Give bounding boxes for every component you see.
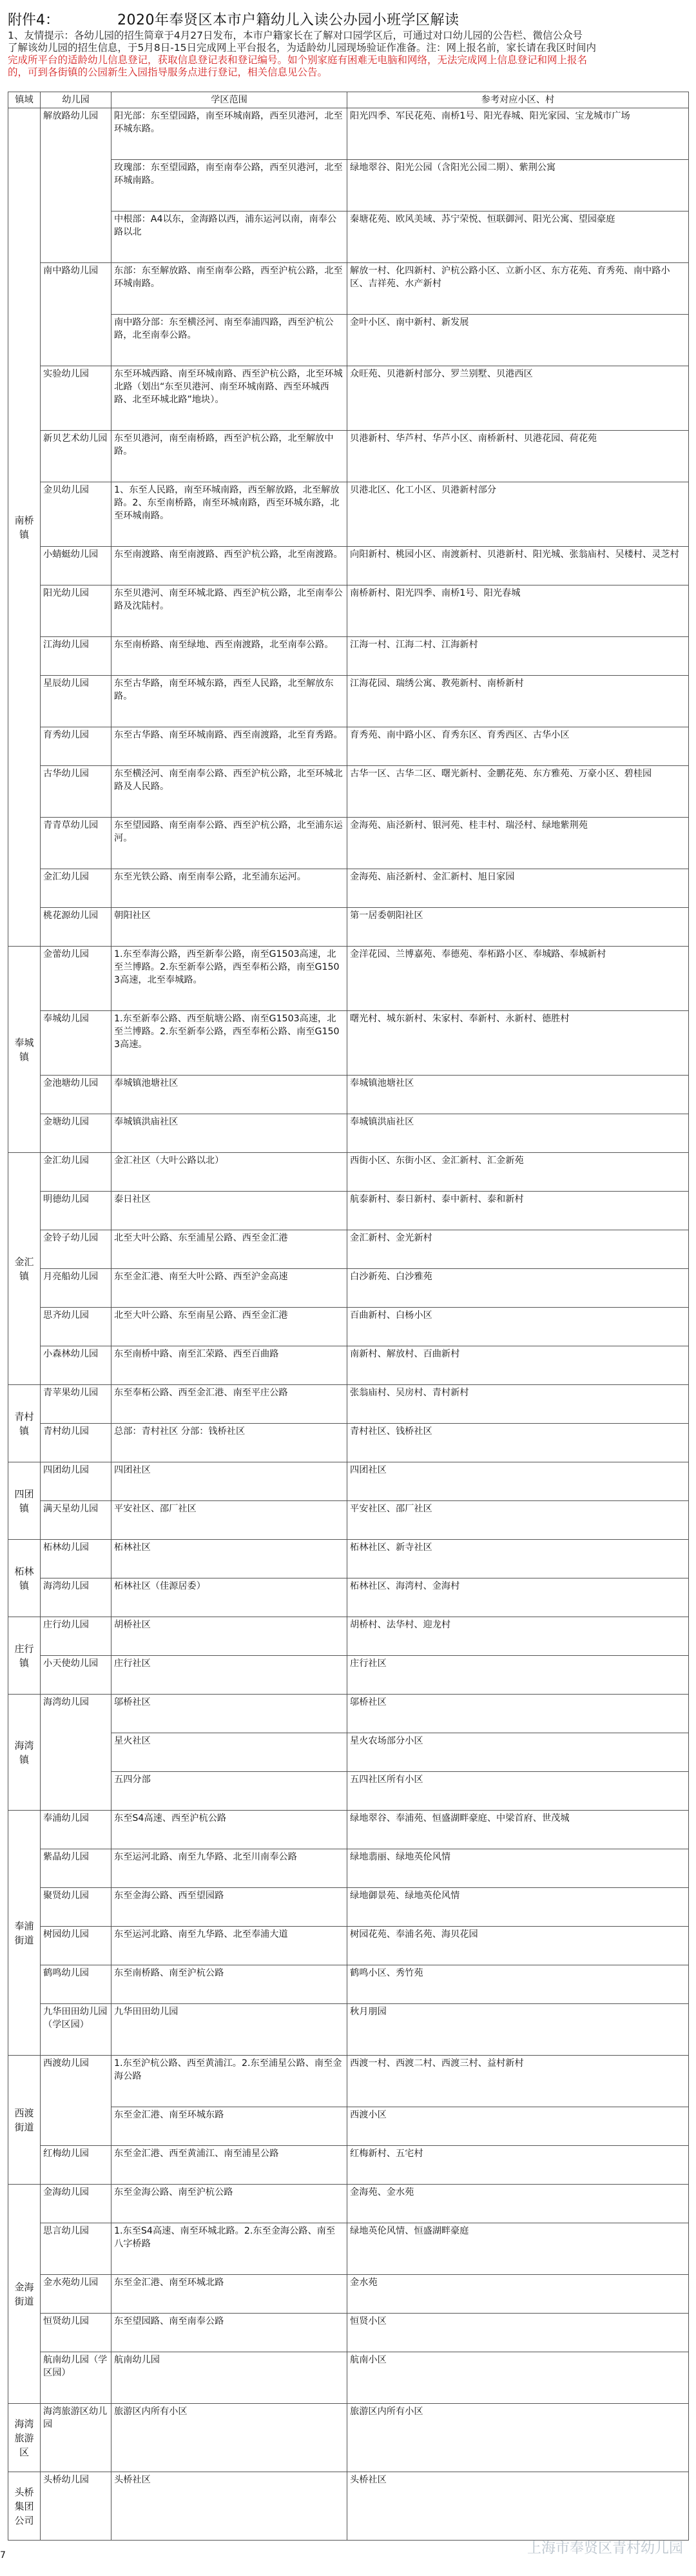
district-cell: 朝阳社区 <box>111 908 347 947</box>
town-cell: 金海街道 <box>8 2185 41 2404</box>
table-header-row <box>8 92 689 108</box>
notice-line: 的，可到各街镇的公园新生入园指导服务点进行登记，相关信息见公告。 <box>8 66 328 78</box>
table-row <box>8 727 689 766</box>
header <box>8 6 688 28</box>
table-row <box>8 1192 689 1230</box>
district-cell: 东至金海公路、南至沪杭公路 <box>111 2185 347 2223</box>
document-page <box>8 6 688 2541</box>
district-cell: 1.东至新奉公路、西至航塘公路、南至G1503高速，北至兰博路。2.东至新奉公路，西至奉柘公路、南至G1503高速。 <box>111 1011 347 1076</box>
district-cell: 庄行社区 <box>111 1656 347 1695</box>
reference-cell: 航南小区 <box>347 2352 689 2404</box>
school-district-table <box>8 92 689 2541</box>
kindergarten-cell: 奉浦幼儿园 <box>41 1811 111 1849</box>
reference-cell: 鹤鸣小区、秀竹苑 <box>347 1965 689 2004</box>
district-cell: 东至金汇港、南至环城北路 <box>111 2275 347 2314</box>
table-row <box>8 1811 689 1849</box>
district-cell: 东至南桥路、南至沪杭公路 <box>111 1965 347 2004</box>
reference-cell: 绿地英伦风情、恒盛湖畔豪庭 <box>347 2223 689 2275</box>
kindergarten-cell: 青青草幼儿园 <box>41 818 111 869</box>
town-cell: 金汇镇 <box>8 1153 41 1385</box>
reference-cell: 江海一村、江海二村、江海新村 <box>347 637 689 676</box>
kindergarten-cell: 金池塘幼儿园 <box>41 1076 111 1114</box>
table-row <box>8 1578 689 1617</box>
reference-cell: 四团社区 <box>347 1462 689 1501</box>
reference-cell: 向阳新村、桃园小区、南渡新村、贝港新村、阳光城、张翁庙村、吴楼村、灵芝村 <box>347 547 689 585</box>
district-cell: 胡桥社区 <box>111 1617 347 1656</box>
district-cell: 1.东至奉海公路，西至新奉公路，南至G1503高速，北至兰博路。2.东至新奉公路，西至奉柘公路，南至G1503高速，北至奉城路。 <box>111 947 347 1011</box>
kindergarten-cell: 金贝幼儿园 <box>41 482 111 547</box>
district-cell: 东至古华路、南至环城南路、西至南渡路，北至育秀路。 <box>111 727 347 766</box>
reference-cell: 旅游区内所有小区 <box>347 2404 689 2472</box>
table-row <box>8 2146 689 2185</box>
district-cell: 东至贝港河，南至南桥路，西至沪杭公路，北至解放中路。 <box>111 431 347 482</box>
kindergarten-cell: 庄行幼儿园 <box>41 1617 111 1656</box>
kindergarten-cell: 明德幼儿园 <box>41 1192 111 1230</box>
table-row <box>8 908 689 947</box>
reference-cell: 金海苑、庙泾新村、银河苑、桂丰村、瑞泾村、绿地紫荆苑 <box>347 818 689 869</box>
district-cell: 五四分部 <box>111 1772 347 1811</box>
kindergarten-cell: 头桥幼儿园 <box>41 2472 111 2541</box>
kindergarten-cell: 紫晶幼儿园 <box>41 1849 111 1888</box>
reference-cell: 张翁庙村、吴房村、青村新村 <box>347 1385 689 1424</box>
district-cell: 奉城镇洪庙社区 <box>111 1114 347 1153</box>
district-cell: 东至运河北路、南至九华路、北至奉浦大道 <box>111 1927 347 1965</box>
table-row <box>8 947 689 1011</box>
reference-cell: 庄行社区 <box>347 1656 689 1695</box>
kindergarten-cell: 金塘幼儿园 <box>41 1114 111 1153</box>
kindergarten-cell: 古华幼儿园 <box>41 766 111 818</box>
reference-cell: 绿地御景苑、绿地英伦风情 <box>347 1888 689 1927</box>
kindergarten-cell: 金汇幼儿园 <box>41 1153 111 1192</box>
reference-cell: 绿地翠谷、阳光公园（含阳光公园二期）、紫荆公寓 <box>347 160 689 211</box>
reference-cell: 奉城镇池塘社区 <box>347 1076 689 1114</box>
district-cell: 东至南渡路、南至南渡路、西至沪杭公路，北至南渡路。 <box>111 547 347 585</box>
notice-line: 1、友情提示：各幼儿园的招生简章于4月27日发布，本市户籍家长在了解对口园学区后，可通过对口幼儿园的公告栏、微信公众号 <box>8 30 583 41</box>
kindergarten-cell: 育秀幼儿园 <box>41 727 111 766</box>
table-row <box>8 1153 689 1192</box>
notice-paragraph <box>8 30 688 92</box>
district-cell: 东至望园路、南至南奉公路、西至沪杭公路，北至浦东运河。 <box>111 818 347 869</box>
kindergarten-cell: 恒贤幼儿园 <box>41 2314 111 2352</box>
table-row <box>8 431 689 482</box>
reference-cell: 柘林社区、新寺社区 <box>347 1540 689 1578</box>
district-cell: 旅游区内所有小区 <box>111 2404 347 2472</box>
town-cell: 四团镇 <box>8 1462 41 1540</box>
notice-line: 了解该幼儿园的招生信息，于5月8日-15日完成网上平台报名，为适龄幼儿园现场验证作准备。注：网上报名前，家长请在我区时间内 <box>8 42 597 54</box>
kindergarten-cell: 九华田田幼儿园（学区园） <box>41 2004 111 2056</box>
table-row <box>8 637 689 676</box>
reference-cell: 西渡一村、西渡二村、西渡三村、益村新村 <box>347 2056 689 2107</box>
town-cell: 柘林镇 <box>8 1540 41 1617</box>
district-cell: 航南幼儿园 <box>111 2352 347 2404</box>
kindergarten-cell: 思言幼儿园 <box>41 2223 111 2275</box>
table-row <box>8 1114 689 1153</box>
reference-cell: 柘林社区、海湾村、金海村 <box>347 1578 689 1617</box>
kindergarten-cell: 航南幼儿园（学区园） <box>41 2352 111 2404</box>
table-row <box>8 2185 689 2223</box>
kindergarten-cell: 星辰幼儿园 <box>41 676 111 727</box>
table-row <box>8 1269 689 1308</box>
kindergarten-cell: 四团幼儿园 <box>41 1462 111 1501</box>
district-cell: 平安社区、邵厂社区 <box>111 1501 347 1540</box>
kindergarten-cell: 南中路幼儿园 <box>41 263 111 366</box>
table-row <box>8 2275 689 2314</box>
kindergarten-cell: 桃花源幼儿园 <box>41 908 111 947</box>
table-row <box>8 2056 689 2107</box>
table-row <box>8 1308 689 1346</box>
district-cell: 东至运河北路、南至九华路、北至川南奉公路 <box>111 1849 347 1888</box>
table-row <box>8 2472 689 2541</box>
district-cell: 中根部：A4以东，金海路以西，浦东运河以南，南奉公路以北 <box>111 211 347 263</box>
reference-cell: 南桥新村、阳光四季、南桥1号、阳光春城 <box>347 585 689 637</box>
table-row <box>8 1346 689 1385</box>
table-row <box>8 2004 689 2056</box>
district-cell: 东至金海公路、西至望园路 <box>111 1888 347 1927</box>
district-cell: 九华田田幼儿园 <box>111 2004 347 2056</box>
page-number: 7 <box>0 2550 6 2561</box>
document-title: 2020年奉贤区本市户籍幼儿入读公办园小班学区解读 <box>117 12 459 28</box>
kindergarten-cell: 金水苑幼儿园 <box>41 2275 111 2314</box>
district-cell: 东至横泾河、南至南奉公路、西至沪杭公路，北至环城北路及人民路。 <box>111 766 347 818</box>
reference-cell: 南新村、解放村、百曲新村 <box>347 1346 689 1385</box>
kindergarten-cell: 月亮船幼儿园 <box>41 1269 111 1308</box>
table-row <box>8 1540 689 1578</box>
town-cell: 奉城镇 <box>8 947 41 1153</box>
reference-cell: 奉城镇洪庙社区 <box>347 1114 689 1153</box>
kindergarten-cell: 江海幼儿园 <box>41 637 111 676</box>
table-row <box>8 482 689 547</box>
reference-cell: 恒贤小区 <box>347 2314 689 2352</box>
table-row <box>8 676 689 727</box>
district-cell: 北至大叶公路、东至南星公路、西至金汇港 <box>111 1308 347 1346</box>
district-cell: 东至光铁公路、南至南奉公路，北至浦东运河。 <box>111 869 347 908</box>
table-row <box>8 108 689 160</box>
district-cell: 奉城镇池塘社区 <box>111 1076 347 1114</box>
reference-cell: 航泰新村、泰日新村、泰中新村、泰和新村 <box>347 1192 689 1230</box>
kindergarten-cell: 实验幼儿园 <box>41 366 111 431</box>
reference-cell: 贝港新村、华芦村、华芦小区、南桥新村、贝港花园、荷花苑 <box>347 431 689 482</box>
table-row <box>8 1076 689 1114</box>
town-cell: 青村镇 <box>8 1385 41 1462</box>
reference-cell: 阳光四季、军民花苑、南桥1号、阳光春城、阳光家园、宝龙城市广场 <box>347 108 689 160</box>
table-row <box>8 1965 689 2004</box>
district-cell: 总部：青村社区 分部：钱桥社区 <box>111 1424 347 1462</box>
kindergarten-cell: 小天使幼儿园 <box>41 1656 111 1695</box>
reference-cell: 第一居委朝阳社区 <box>347 908 689 947</box>
reference-cell: 西街小区、东街小区、金汇新村、汇金新苑 <box>347 1153 689 1192</box>
reference-cell: 金海苑、金水苑 <box>347 2185 689 2223</box>
district-cell: 东部：东至解放路、南至南奉公路，西至沪杭公路，北至环城南路。 <box>111 263 347 315</box>
district-cell: 星火社区 <box>111 1733 347 1772</box>
reference-cell: 平安社区、邵厂社区 <box>347 1501 689 1540</box>
kindergarten-cell: 金铃子幼儿园 <box>41 1230 111 1269</box>
header-kindergarten: 幼儿园 <box>41 92 111 108</box>
district-cell: 东至南桥路、南至绿地、西至南渡路，北至南奉公路。 <box>111 637 347 676</box>
table-row <box>8 1501 689 1540</box>
district-cell: 头桥社区 <box>111 2472 347 2541</box>
attachment-label: 附件4： <box>8 12 59 28</box>
kindergarten-cell: 海湾幼儿园 <box>41 1695 111 1811</box>
table-row <box>8 2223 689 2275</box>
kindergarten-cell: 阳光幼儿园 <box>41 585 111 637</box>
kindergarten-cell: 金海幼儿园 <box>41 2185 111 2223</box>
district-cell: 东至贝港河、南至环城北路、西至沪杭公路，北至南奉公路及沈陆村。 <box>111 585 347 637</box>
district-cell: 北至大叶公路、东至浦星公路、西至金汇港 <box>111 1230 347 1269</box>
district-cell: 东至奉柘公路、西至金汇港、南至平庄公路 <box>111 1385 347 1424</box>
district-cell: 东至金汇港、南至大叶公路、西至沪金高速 <box>111 1269 347 1308</box>
kindergarten-cell: 奉城幼儿园 <box>41 1011 111 1076</box>
district-cell: 南中路分部：东至横泾河、南至奉浦四路，西至沪杭公路，北至南奉公路。 <box>111 315 347 366</box>
reference-cell: 曙光村、城东新村、朱家村、奉新村、永新村、德胜村 <box>347 1011 689 1076</box>
district-cell: 柘林社区（佳源居委） <box>111 1578 347 1617</box>
kindergarten-cell: 柘林幼儿园 <box>41 1540 111 1578</box>
kindergarten-cell: 金汇幼儿园 <box>41 869 111 908</box>
kindergarten-cell: 青村幼儿园 <box>41 1424 111 1462</box>
reference-cell: 金叶小区、南中新村、新发展 <box>347 315 689 366</box>
reference-cell: 秦塘花苑、欧风美域、苏宁荣悦、恒联御河、阳光公寓、望园豪庭 <box>347 211 689 263</box>
district-cell: 东至古华路，南至环城东路，西至人民路，北至解放东路。 <box>111 676 347 727</box>
kindergarten-cell: 海湾旅游区幼儿园 <box>41 2404 111 2472</box>
reference-cell: 白沙新苑、白沙雅苑 <box>347 1269 689 1308</box>
header-reference: 参考对应小区、村 <box>347 92 689 108</box>
table-row <box>8 1656 689 1695</box>
district-cell: 金汇社区（大叶公路以北） <box>111 1153 347 1192</box>
table-row <box>8 1695 689 1733</box>
header-district: 学区范围 <box>111 92 347 108</box>
table-row <box>8 1230 689 1269</box>
header-town: 镇域 <box>8 92 41 108</box>
reference-cell: 西渡小区 <box>347 2107 689 2146</box>
district-cell: 四团社区 <box>111 1462 347 1501</box>
reference-cell: 百曲新村、白杨小区 <box>347 1308 689 1346</box>
table-row <box>8 1385 689 1424</box>
table-row <box>8 585 689 637</box>
table-row <box>8 766 689 818</box>
kindergarten-cell: 小蜻蜓幼儿园 <box>41 547 111 585</box>
reference-cell: 金海苑、庙泾新村、金汇新村、旭日家园 <box>347 869 689 908</box>
reference-cell: 五四社区所有小区 <box>347 1772 689 1811</box>
reference-cell: 绿地翡丽、绿地英伦风情 <box>347 1849 689 1888</box>
district-cell: 东至金汇港、西至黄浦江、南至浦星公路 <box>111 2146 347 2185</box>
town-cell: 庄行镇 <box>8 1617 41 1695</box>
kindergarten-cell: 海湾幼儿园 <box>41 1578 111 1617</box>
reference-cell: 绿地翠谷、奉浦苑、恒盛湖畔豪庭、中梁首府、世茂城 <box>347 1811 689 1849</box>
reference-cell: 金水苑 <box>347 2275 689 2314</box>
district-cell: 1.东至S4高速、南至环城北路。2.东至金海公路、南至八字桥路 <box>111 2223 347 2275</box>
district-cell: 1.东至沪杭公路、西至黄浦江。2.东至浦星公路、南至金海公路 <box>111 2056 347 2107</box>
table-row <box>8 2404 689 2472</box>
town-cell: 西渡街道 <box>8 2056 41 2185</box>
table-row <box>8 1927 689 1965</box>
reference-cell: 育秀苑、南中路小区、育秀东区、育秀西区、古华小区 <box>347 727 689 766</box>
district-cell: 邬桥社区 <box>111 1695 347 1733</box>
town-cell: 海湾镇 <box>8 1695 41 1811</box>
kindergarten-cell: 金蕾幼儿园 <box>41 947 111 1011</box>
watermark: 上海市奉贤区青村幼儿园 <box>527 2541 683 2557</box>
kindergarten-cell: 青苹果幼儿园 <box>41 1385 111 1424</box>
district-cell: 泰日社区 <box>111 1192 347 1230</box>
table-row <box>8 818 689 869</box>
district-cell: 东至环城西路、南至环城南路、西至沪杭公路，北至环城北路（划出“东至贝港河、南至环城南路、西至环城西路、北至环城北路”地块）。 <box>111 366 347 431</box>
kindergarten-cell: 红梅幼儿园 <box>41 2146 111 2185</box>
district-cell: 东至金汇港、南至环城东路 <box>111 2107 347 2146</box>
kindergarten-cell: 新贝艺术幼儿园 <box>41 431 111 482</box>
town-cell: 头桥集团公司 <box>8 2472 41 2541</box>
reference-cell: 解放一村、化四新村、沪杭公路小区、立新小区、东方花苑、育秀苑、南中路小区、吉祥苑、水产新村 <box>347 263 689 315</box>
kindergarten-cell: 树园幼儿园 <box>41 1927 111 1965</box>
district-cell: 1、东至人民路，南至环城南路，西至解放路，北至解放路。2、东至南桥路，南至环城南路，西至环城东路，北至环城南路。 <box>111 482 347 547</box>
table-row <box>8 1011 689 1076</box>
reference-cell: 金洋花园、兰博嘉苑、奉德苑、奉柘路小区、奉城路、奉城新村 <box>347 947 689 1011</box>
district-cell: 东至望园路、南至南奉公路 <box>111 2314 347 2352</box>
table-row <box>8 366 689 431</box>
district-cell: 柘林社区 <box>111 1540 347 1578</box>
district-cell: 东至S4高速、西至沪杭公路 <box>111 1811 347 1849</box>
kindergarten-cell: 小森林幼儿园 <box>41 1346 111 1385</box>
reference-cell: 树园花苑、奉浦名苑、海贝花园 <box>347 1927 689 1965</box>
kindergarten-cell: 聚贤幼儿园 <box>41 1888 111 1927</box>
table-row <box>8 869 689 908</box>
reference-cell: 星火农场部分小区 <box>347 1733 689 1772</box>
district-cell: 阳光部：东至望园路，南至环城南路，西至贝港河，北至环城东路。 <box>111 108 347 160</box>
kindergarten-cell: 解放路幼儿园 <box>41 108 111 263</box>
notice-line: 完成所平台的适龄幼儿信息登记，获取信息登记表和登记编号。如个别家庭有困难无电脑和网络，无法完成网上信息登记和网上报名 <box>8 54 588 66</box>
reference-cell: 金汇新村、金光新村 <box>347 1230 689 1269</box>
reference-cell: 头桥社区 <box>347 2472 689 2541</box>
table-row <box>8 1849 689 1888</box>
table-row <box>8 547 689 585</box>
kindergarten-cell: 西渡幼儿园 <box>41 2056 111 2146</box>
district-cell: 玫瑰部：东至望园路，南至南奉公路，西至贝港河，北至环城南路。 <box>111 160 347 211</box>
reference-cell: 江海花园、瑞绣公寓、教苑新村、南桥新村 <box>347 676 689 727</box>
reference-cell: 古华一区、古华二区、曙光新村、金鹏花苑、东方雅苑、万豪小区、碧桂园 <box>347 766 689 818</box>
table-row <box>8 1617 689 1656</box>
table-row <box>8 2314 689 2352</box>
reference-cell: 众旺苑、贝港新村部分、罗兰别墅、贝港西区 <box>347 366 689 431</box>
table-row <box>8 1424 689 1462</box>
table-row <box>8 263 689 315</box>
reference-cell: 秋月朋园 <box>347 2004 689 2056</box>
reference-cell: 胡桥村、法华村、迎龙村 <box>347 1617 689 1656</box>
kindergarten-cell: 满天星幼儿园 <box>41 1501 111 1540</box>
reference-cell: 青村社区、钱桥社区 <box>347 1424 689 1462</box>
kindergarten-cell: 鹤鸣幼儿园 <box>41 1965 111 2004</box>
district-cell: 东至南桥中路、南至汇荣路、西至百曲路 <box>111 1346 347 1385</box>
table-row <box>8 1888 689 1927</box>
kindergarten-cell: 思齐幼儿园 <box>41 1308 111 1346</box>
table-row <box>8 1462 689 1501</box>
town-cell: 海湾旅游区 <box>8 2404 41 2472</box>
town-cell: 奉浦街道 <box>8 1811 41 2056</box>
table-row <box>8 2352 689 2404</box>
town-cell: 南桥镇 <box>8 108 41 947</box>
reference-cell: 邬桥社区 <box>347 1695 689 1733</box>
reference-cell: 贝港北区、化工小区、贝港新村部分 <box>347 482 689 547</box>
reference-cell: 红梅新村、五宅村 <box>347 2146 689 2185</box>
